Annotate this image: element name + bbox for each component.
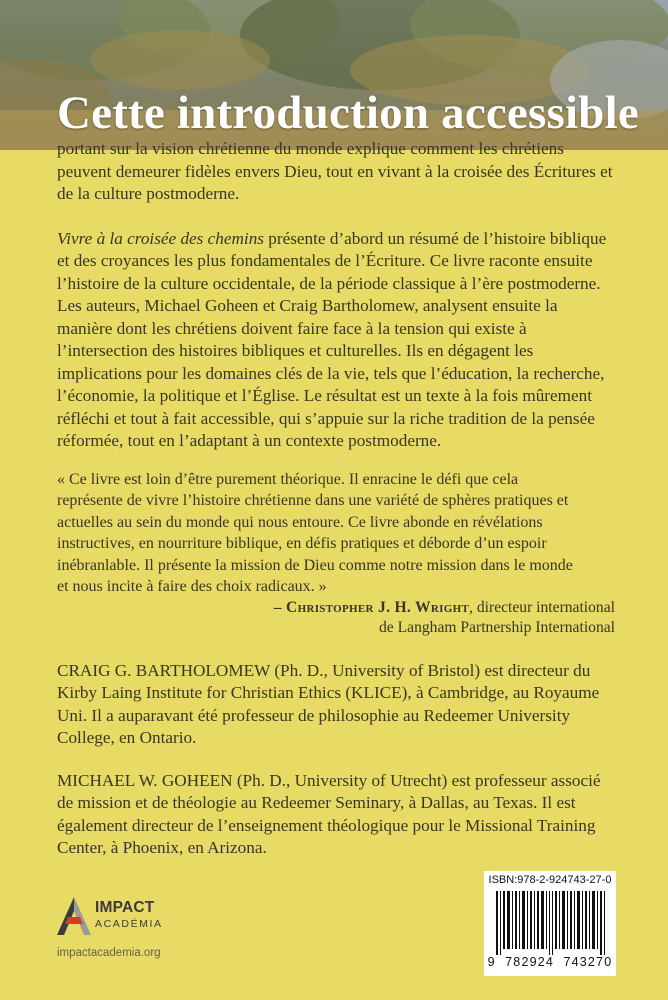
book-title: Vivre à la croisée des chemins [57, 228, 264, 248]
summary-text: présente d’abord un résumé de l’histoire biblique et des croyances les plus fondamentales de l’Écriture. Ce livre raconte ensuite l’histoire de la culture occidentale, de la période classique à l’ère postmoderne. Les auteurs, Michael Goheen et Craig Bartholomew, analysent ensuite la manière dont les chrétiens doivent faire face à la tension qui existe à l’intersection des histoires bibliques et culturelles. Ils en dégagent les implications pour les domaines clés de la vie, tels que l’éducation, la recherche, l’économie, la politique et l’Église. Le résultat est un texte à la fois mûrement réfléchi et tout à fait accessible, qui s’appuie sur la riche tradition de la pensée réformée, tout en l’adaptant à un contexte postmoderne. [57, 228, 607, 450]
impact-logo-icon [57, 897, 91, 935]
author-bio-bartholomew [57, 660, 615, 750]
publisher-website: impactacademia.org [57, 947, 161, 959]
intro-paragraph: portant sur la vision chrétienne du monde explique comment les chrétiens peuvent demeurer fidèles envers Dieu, tout en vivant à la croisée des Écritures et de la culture postmoderne. [57, 139, 613, 203]
cover-headline: Cette introduction accessible [57, 87, 639, 139]
author-bio-text: (Ph. D., University of Utrecht) est professeur associé de mission et de théologie au Redeemer Seminary, à Dallas, au Texas. Il est également directeur de l’enseignement théologique pour le Missional Training Center, à Phoenix, en Arizona. [57, 770, 601, 857]
back-cover-text [57, 138, 615, 860]
barcode-digits [484, 955, 616, 969]
author-name: CRAIG G. BARTHOLOMEW [57, 660, 271, 680]
author-bio-goheen [57, 770, 615, 860]
publisher-subtitle: ACADÉMIA [95, 918, 163, 930]
author-name: MICHAEL W. GOHEEN [57, 770, 233, 790]
endorser-name: – Christopher J. H. Wright [273, 598, 470, 616]
publisher-name: IMPACT [95, 899, 155, 916]
barcode-group-1: 782924 [505, 955, 555, 969]
endorser-organization: de Langham Partnership International [379, 618, 615, 636]
isbn-barcode [484, 871, 616, 976]
isbn-label: ISBN:978-2-924743-27-0 [488, 874, 612, 886]
barcode-group-2: 743270 [563, 955, 613, 969]
barcode-first-digit: 9 [487, 955, 496, 969]
publisher-logo [57, 897, 167, 937]
barcode-bars [496, 891, 606, 955]
endorsement-quote: « Ce livre est loin d’être purement théorique. Il enracine le défi que cela représente de vivre l’histoire chrétienne dans une variété de sphères pratiques et actuelles au sein du monde qui nous entoure. Ce livre abonde en révélations instructives, en nourriture biblique, en défis pratiques et déborde d’un espoir inébranlable. Il présente la mission de Dieu comme notre mission dans le monde et nous incite à faire des choix radicaux. » [57, 470, 573, 595]
endorsement-attribution [57, 598, 615, 638]
summary-paragraph [57, 228, 615, 453]
endorser-role: , directeur international [469, 598, 615, 616]
author-bio-text: (Ph. D., University of Bristol) est directeur du Kirby Laing Institute for Christian Ethics (KLICE), à Cambridge, au Royaume Uni. Il a auparavant été professeur de philosophie au Redeemer University College, en Ontario. [57, 660, 600, 747]
